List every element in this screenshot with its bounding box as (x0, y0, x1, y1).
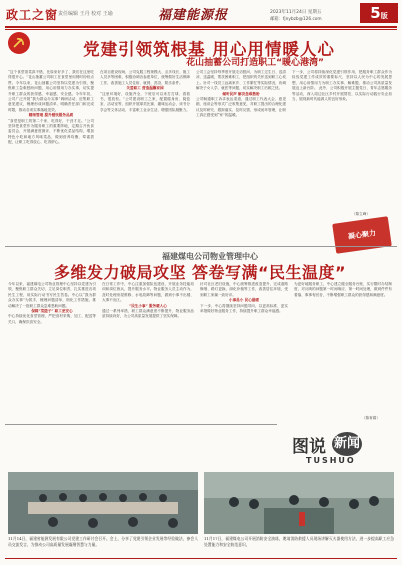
page-label: 版 (380, 12, 388, 20)
meeting-photo (8, 472, 198, 534)
article2-section-heading: 保障“菜篮子” 职工更安心 (31, 309, 73, 314)
article2-paragraph: 在日常工作中，中心注重加强队伍建设，开展业务技能培训和岗位练兵，提升服务水平。物业服务人员主动作为，及时处理房屋维修、水电故障等问题，做到小事不出楼、大事不出区。 (102, 282, 194, 303)
section-divider (5, 424, 277, 425)
drill-photo (204, 472, 394, 534)
article1-section-heading: 关爱职工 营造温馨家园 (126, 86, 164, 91)
article1-column-1 (8, 70, 94, 240)
article2-title: 多维发力破局攻坚 答卷写满“民生温度” (53, 263, 347, 282)
article1-section-heading: 精细管理 提升餐饮服务品质 (28, 113, 74, 118)
article1-paragraph: “食堂是职工的第二个家，吃得好，干劲才足。”公司坚持把食堂作为服务职工的重要阵地，定期召开伙食委员会，开展满意度测评，不断优化菜品结构，增加特色小吃和地方风味菜品，做到营养均衡、荤素搭配，让职工吃得放心、吃得舒心。 (8, 118, 94, 145)
article1-paragraph: 公司畅通职工诉求表达渠道，通过职工代表大会、意见箱、座谈会等形式广泛收集意见，对职工提出的合理化建议及时研究、跟踪落实、及时反馈，形成闭环管理，让职工真正感受到“家”的温暖。 (196, 97, 286, 118)
article1-subtitle: 花山抽蓄公司打造职工“暖心港湾” (186, 58, 324, 68)
header-rule (5, 26, 397, 28)
newspaper-name: 福建能源报 (158, 8, 229, 23)
article1-section-heading: 倾听民声 解决急难愁盼 (222, 91, 260, 96)
article1-paragraph: 公司工会坚持每季度开展走访慰问，为职工过生日、送清凉、送温暖，帮扶困难职工，把组织的关怀送到职工心坎上。针对一线员工远离家乡、工作繁忙等实际情况，协调解决子女入学、就医等问题，切实解决职工后顾之忧。 (196, 70, 286, 91)
article2-section-heading: “民生小事” 服务暖人心 (129, 303, 167, 308)
article1-paragraph: “这个食堂饭菜真不错，比原来好多了，我们在这里吃得很开心。”花山抽蓄公司职工在食堂里用餐时纷纷点赞。今年以来，花山抽蓄公司坚持以党建为引领，聚焦职工急难愁盼问题，用心用情用力办实事，切实提升职工群众的获得感、幸福感、安全感。今年年初，公司广泛开展“我为群众办实事”调研活动，征集职工意见建议，梳理形成问题清单，明确责任部门和完成时限，推动各项实事落地见效。 (8, 70, 94, 112)
article2-column-3 (200, 282, 288, 420)
section-title: 政工之窗 (6, 8, 59, 22)
page-number: 5 (370, 4, 381, 22)
article2-column-1 (8, 282, 96, 420)
page-number-badge (360, 3, 398, 23)
article2-author: （陈育娟） (362, 416, 380, 420)
article1-paragraph: 在项目建设现场，公司克服工程规模大、点多线长、施工人员多等困难，积极协调各参建单位，统筹做好生活保障工作，改善施工人员住宿、就餐、洗浴、娱乐条件。 (100, 70, 190, 85)
article1-paragraph: 此外，公司积极开展主题党日、青年志愿服务等活动，深入周边社区乡村开展帮扶，以实际行动践行央企担当，展现新时代能源人的良好形象。 (292, 86, 392, 102)
article2-section-heading: 小事虽小 民心最暖 (228, 298, 259, 303)
header-rule-thin (5, 29, 397, 30)
article1-author: （陈立峰） (352, 212, 370, 216)
article2-kicker: 福建煤电公司物业管理中心 (162, 252, 258, 261)
article2-paragraph: 今年以来，福建煤电公司物业管理中心坚持以党建为引领，聚焦职工群众关切，立足岗位职责，扎实推进各项民生工程，用实际行动书写民生答卷。中心以“我为群众办实事”为抓手，梳理问题清单，细化工作措施，推动解决了一批职工群众急难愁盼问题。 (8, 282, 96, 308)
article2-paragraph: 通过一系列举措，职工群众满意度不断提升，物业服务品质持续向好，为公司高质量发展提供了坚实保障。 (102, 309, 194, 319)
left-photo-caption: 11月14日，福建省能源发展有限公司党建工作研讨会召开。会上，分享了党建引领企业发展等经验做法，参会人员交流发言，为推动公司高质量发展凝聚智慧与力量。 (8, 536, 198, 547)
article2-paragraph: 为更好地服务职工，中心建立健全服务台账，实行限时办结制度，对反映的问题第一时间响应、第一时间处理，做到件件有着落、事事有回音，不断增强职工群众的获得感和满意度。 (294, 282, 392, 297)
footer-rule (5, 558, 397, 559)
article2-paragraph: 针对社区老旧设施，中心统筹推进改造提升，完成道路修缮、路灯更换、绿化补植等工作，改善居住环境，受到职工家属一致好评。 (200, 282, 288, 297)
article2-paragraph: 下一步，中心将继续坚持问题导向，以更高标准、更实举措做好物业服务工作，持续提升职工群众幸福感。 (200, 303, 288, 314)
article1-column-3 (196, 70, 286, 240)
right-photo-caption: 11月17日，福建煤电公司开展消防安全演练，邀请消防救援人员现场讲解灭火器使用方法，进一步提高职工应急处置能力和安全防范意识。 (204, 536, 394, 547)
article1-paragraph: 下一步，公司将持续深化党建引领作用，把服务职工群众作为检验党建工作成效的重要标尺，坚持以人民为中心的发展思想，用心用情用力为职工办实事、解难题，推动公司高质量发展迈上新台阶。 (292, 70, 392, 91)
article2-column-4 (294, 282, 392, 416)
article1-column-4 (292, 70, 392, 210)
logo-text-tu: 图说 (292, 437, 326, 457)
issue-date: 2023年11月24日 星期五 (270, 10, 322, 15)
article1-paragraph: “这里环境好，设施齐全，下班后可以来打打球、看看书，很放松。”公司建设职工之家，配置健身房、阅览室、活动室等，组织开展球类比赛、趣味运动会、读书分享会等文体活动，丰富职工业余生活，增强团队凝聚力。 (100, 91, 190, 112)
article-divider (5, 246, 397, 247)
tushuo-news-logo (282, 430, 392, 470)
article2-paragraph: 中心持续优化食堂管理，严把食材采购、加工、配送等关口，确保饮食安全。 (8, 314, 96, 324)
article2-column-2 (102, 282, 194, 420)
logo-text-en: TUSHUO (306, 456, 356, 465)
decorative-badge: 凝心聚力 (332, 216, 392, 254)
article1-title: 党建引领筑根基 用心用情暖人心 (83, 40, 335, 59)
logo-text-xin: 新闻 (332, 432, 362, 456)
article1-column-2 (100, 70, 190, 240)
party-emblem-icon (8, 32, 30, 54)
edition-info: 责任编辑 王丹 校对 王瑜 (58, 11, 113, 17)
contact-email: 邮箱：fjnybzb@126.com (270, 17, 322, 22)
